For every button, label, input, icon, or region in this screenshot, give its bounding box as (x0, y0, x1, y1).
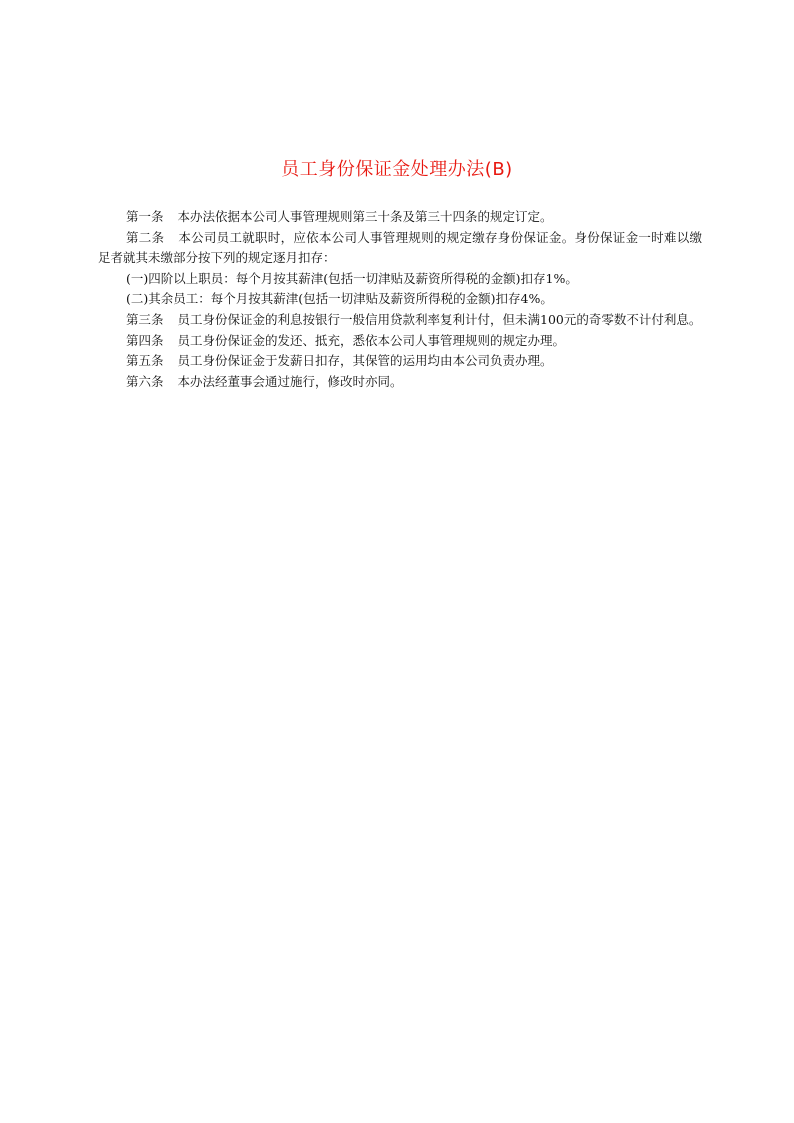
article-2-item-2 (98, 289, 702, 310)
article-text: 本办法依据本公司人事管理规则第三十条及第三十四条的规定订定。 (177, 209, 553, 224)
article-number: 第二条 (126, 229, 165, 245)
article-number: 第一条 (126, 209, 164, 224)
article-number: 第六条 (126, 373, 164, 389)
document-body (98, 207, 702, 392)
document-title: 员工身份保证金处理办法(B) (281, 159, 513, 180)
item-text: (一)四阶以上职员：每个月按其薪津(包括一切津贴及薪资所得税的金额)扣存1%。 (126, 270, 578, 286)
article-2 (98, 228, 702, 269)
article-number: 第三条 (126, 311, 164, 327)
article-number: 第四条 (126, 332, 164, 348)
article-1 (98, 207, 702, 228)
article-text: 本公司员工就职时，应依本公司人事管理规则的规定缴存身份保证金。身份保证金一时难以缴足者就其未缴部分按下列的规定逐月扣存： (98, 229, 702, 266)
article-2-item-1 (98, 269, 702, 290)
item-text: (二)其余员工：每个月按其薪津(包括一切津贴及薪资所得税的金额)扣存4%。 (126, 291, 553, 307)
article-6 (98, 372, 702, 393)
article-text: 员工身份保证金的发还、抵充，悉依本公司人事管理规则的规定办理。 (177, 332, 566, 348)
article-number: 第五条 (126, 353, 164, 369)
article-3 (98, 310, 702, 331)
article-text: 员工身份保证金于发薪日扣存，其保管的运用均由本公司负责办理。 (177, 353, 553, 369)
article-5 (98, 351, 702, 372)
article-text: 本办法经董事会通过施行，修改时亦同。 (177, 373, 403, 389)
article-4 (98, 331, 702, 352)
article-text: 员工身份保证金的利息按银行一般信用贷款利率复利计付，但未满100元的奇零数不计付利息。 (177, 311, 702, 327)
